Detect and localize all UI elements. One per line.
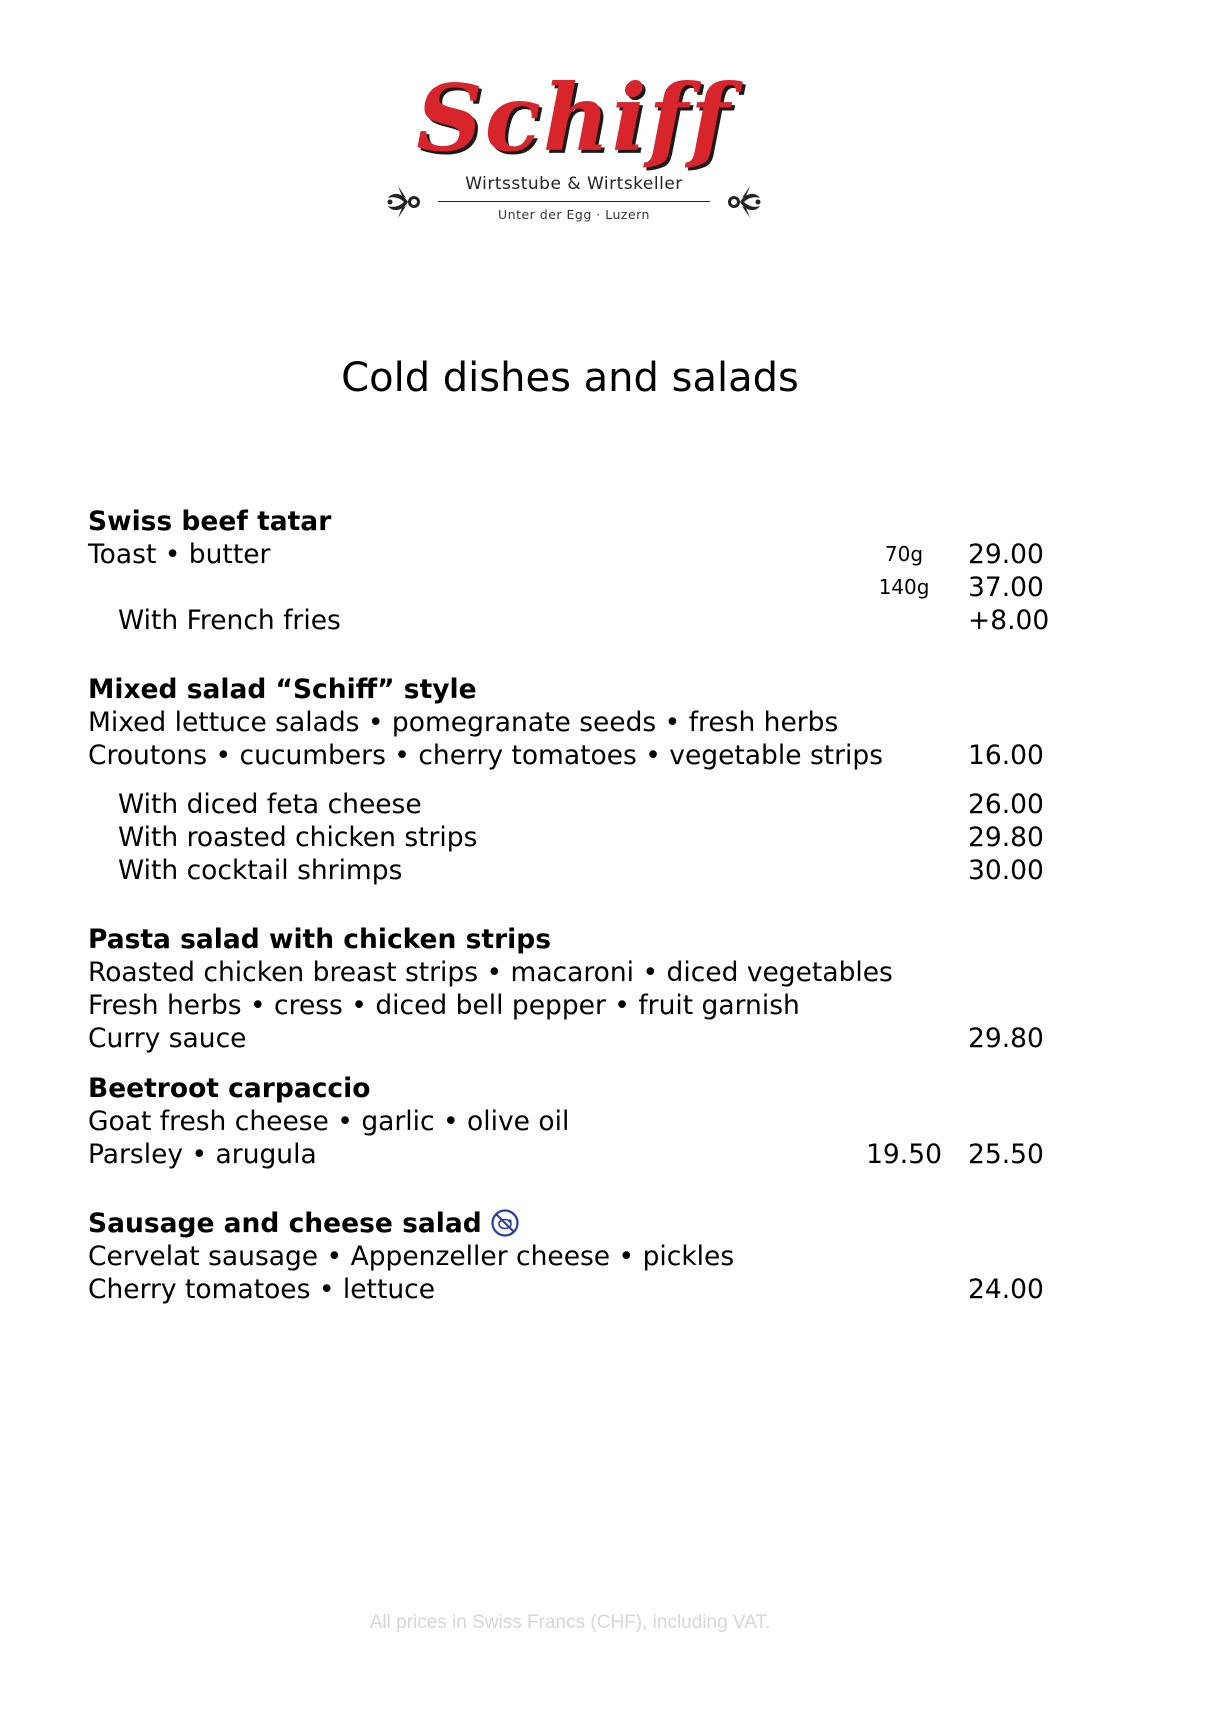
- dish-description-text: Parsley • arugula: [88, 1139, 317, 1170]
- dish-description: Fresh herbs • cress • diced bell pepper • fruit garnish: [88, 990, 800, 1021]
- dish-price: 29.80: [968, 1023, 1044, 1054]
- dish-title: Mixed salad “Schiff” style: [88, 674, 477, 705]
- extra-option-price: 26.00: [968, 789, 1044, 820]
- dish-description-text: Cherry tomatoes • lettuce: [88, 1274, 435, 1305]
- dish-price: 29.00: [968, 539, 1044, 570]
- dish-price-small: 19.50: [866, 1139, 942, 1170]
- dish-title-row: [88, 1207, 1088, 1240]
- menu-section-beetroot-carpaccio: [88, 1072, 1088, 1171]
- dish-title: Beetroot carpaccio: [88, 1073, 371, 1104]
- dish-description-text: Croutons • cucumbers • cherry tomatoes • vegetable strips: [88, 740, 884, 771]
- dish-description: [88, 1022, 1088, 1055]
- extra-option-price: +8.00: [968, 605, 1050, 636]
- dish-title: Sausage and cheese salad: [88, 1208, 482, 1239]
- logo-divider: [438, 201, 710, 202]
- portion-size: 70g: [884, 542, 924, 566]
- dish-description: Mixed lettuce salads • pomegranate seeds • fresh herbs: [88, 707, 839, 738]
- dish-description: [88, 739, 1088, 772]
- extra-option-price: 29.80: [968, 822, 1044, 853]
- dish-description: [88, 1273, 1088, 1306]
- menu-section-pasta-salad: [88, 923, 1088, 1055]
- dish-description-text: Toast • butter: [88, 539, 271, 570]
- dish-price: 16.00: [968, 740, 1044, 771]
- dish-description: [88, 538, 1088, 571]
- extra-option: [88, 604, 1088, 637]
- dish-description-text: Curry sauce: [88, 1023, 247, 1054]
- dish-title: Pasta salad with chicken strips: [88, 924, 551, 955]
- logo-subtitle: Wirtsstube & Wirtskeller: [465, 174, 683, 194]
- ornament-right-icon: [716, 178, 764, 226]
- logo-wordmark: Schiff: [416, 64, 732, 172]
- extra-option-label: With French fries: [118, 605, 341, 636]
- page-title: Cold dishes and salads: [341, 355, 799, 401]
- no-pork-icon: [490, 1208, 520, 1238]
- logo-location: Unter der Egg · Luzern: [498, 207, 650, 222]
- dish-price: 24.00: [968, 1274, 1044, 1305]
- portion-row: [88, 571, 1088, 604]
- dish-description: Goat fresh cheese • garlic • olive oil: [88, 1106, 570, 1137]
- extra-option-price: 30.00: [968, 855, 1044, 886]
- extra-option: [88, 788, 1088, 821]
- extra-option: [88, 854, 1088, 887]
- dish-price: 25.50: [968, 1139, 1044, 1170]
- portion-size: 140g: [878, 575, 930, 599]
- dish-description: Roasted chicken breast strips • macaroni • diced vegetables: [88, 957, 893, 988]
- menu-list: [88, 505, 1088, 1306]
- dish-description: Cervelat sausage • Appenzeller cheese • pickles: [88, 1241, 735, 1272]
- extra-option-label: With cocktail shrimps: [118, 855, 403, 886]
- dish-description: [88, 1138, 1088, 1171]
- menu-section-mixed-salad: [88, 673, 1088, 887]
- menu-section-beef-tatar: [88, 505, 1088, 637]
- restaurant-logo: [388, 66, 760, 234]
- dish-title: Swiss beef tatar: [88, 506, 332, 537]
- extra-option: [88, 821, 1088, 854]
- extra-option-label: With roasted chicken strips: [118, 822, 478, 853]
- menu-section-sausage-cheese-salad: [88, 1207, 1088, 1306]
- price-footnote: All prices in Swiss Francs (CHF), including VAT.: [369, 1612, 771, 1633]
- dish-price: 37.00: [968, 572, 1044, 603]
- extra-option-label: With diced feta cheese: [118, 789, 422, 820]
